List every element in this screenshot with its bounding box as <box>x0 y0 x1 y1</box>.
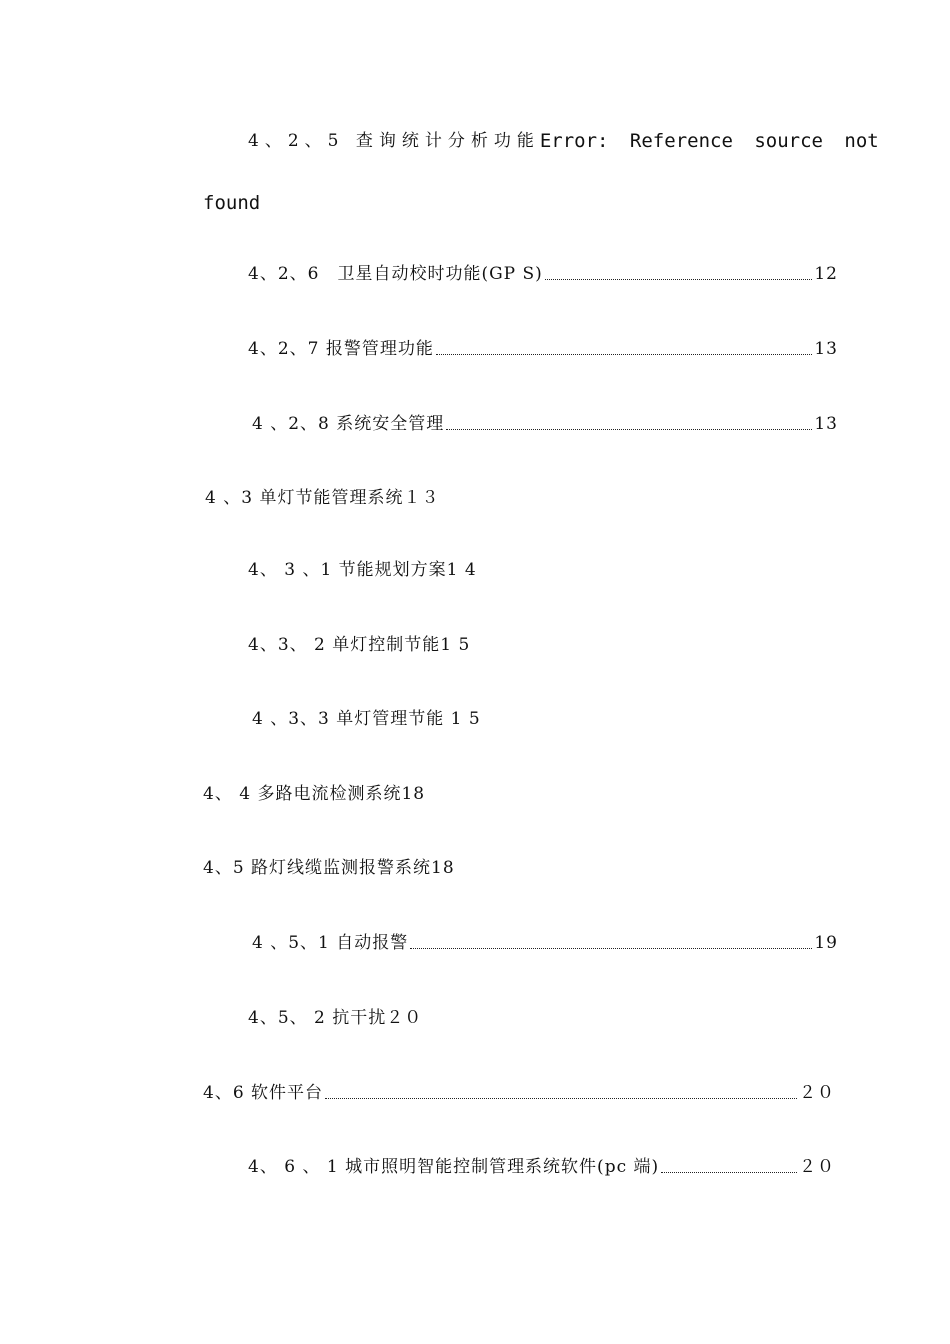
dot-leader <box>410 948 812 949</box>
toc-entry[interactable] <box>203 857 455 879</box>
dot-leader <box>446 429 812 430</box>
toc-entry-title: 4、5 路灯线缆监测报警系统18 <box>203 858 455 878</box>
toc-entry-title: 4、 6 、 1 城市照明智能控制管理系统软件(pc 端) <box>248 1157 660 1177</box>
toc-entry-error <box>248 129 879 153</box>
toc-page-number: ２０ <box>799 1083 835 1103</box>
toc-entry[interactable] <box>248 338 838 360</box>
toc-entry[interactable] <box>252 708 481 730</box>
dot-leader <box>325 1098 797 1099</box>
toc-entry[interactable] <box>248 1007 422 1029</box>
toc-page-number: 13 <box>814 414 838 434</box>
toc-page-number: 13 <box>814 339 838 359</box>
toc-entry[interactable] <box>252 932 838 954</box>
toc-entry[interactable] <box>205 487 439 509</box>
error-reference-tail: found <box>203 192 261 214</box>
toc-entry-title: 4 、3、3 单灯管理节能 1 5 <box>252 709 481 729</box>
toc-entry-title: 4、5、 2 抗干扰２０ <box>248 1008 423 1028</box>
toc-entry[interactable] <box>252 413 838 435</box>
toc-entry[interactable] <box>203 783 425 805</box>
toc-entry-title: 4 、2、8 系统安全管理 <box>252 414 445 434</box>
toc-entry-title: 4 、5、1 自动报警 <box>252 933 409 953</box>
toc-entry-title: 4、2、7 报警管理功能 <box>248 339 434 359</box>
toc-entry-title: 4、 3 、1 节能规划方案1 4 <box>248 560 477 580</box>
toc-entry[interactable] <box>248 263 838 285</box>
dot-leader <box>545 279 813 280</box>
toc-entry-title: 4、3、 2 单灯控制节能1 5 <box>248 635 471 655</box>
toc-page-number: ２０ <box>799 1157 835 1177</box>
dot-leader <box>661 1172 797 1173</box>
toc-entry[interactable] <box>248 559 477 581</box>
toc-entry-title: 4 、3 单灯节能管理系统１３ <box>205 488 440 508</box>
toc-entry-title: 4、2、5 查询统计分析功能 <box>248 131 540 151</box>
toc-entry[interactable] <box>203 1082 835 1104</box>
toc-page-number: 19 <box>814 933 838 953</box>
toc-page-number: 12 <box>814 264 838 284</box>
toc-entry[interactable] <box>248 1156 835 1178</box>
error-reference-text: Error: Reference source not <box>539 130 879 152</box>
dot-leader <box>436 354 813 355</box>
toc-entry-title: 4、 4 多路电流检测系统18 <box>203 784 426 804</box>
toc-entry[interactable] <box>248 634 470 656</box>
toc-entry-title: 4、2、6 卫星自动校时功能(GP S) <box>248 264 543 284</box>
toc-entry-title: 4、6 软件平台 <box>203 1083 324 1103</box>
